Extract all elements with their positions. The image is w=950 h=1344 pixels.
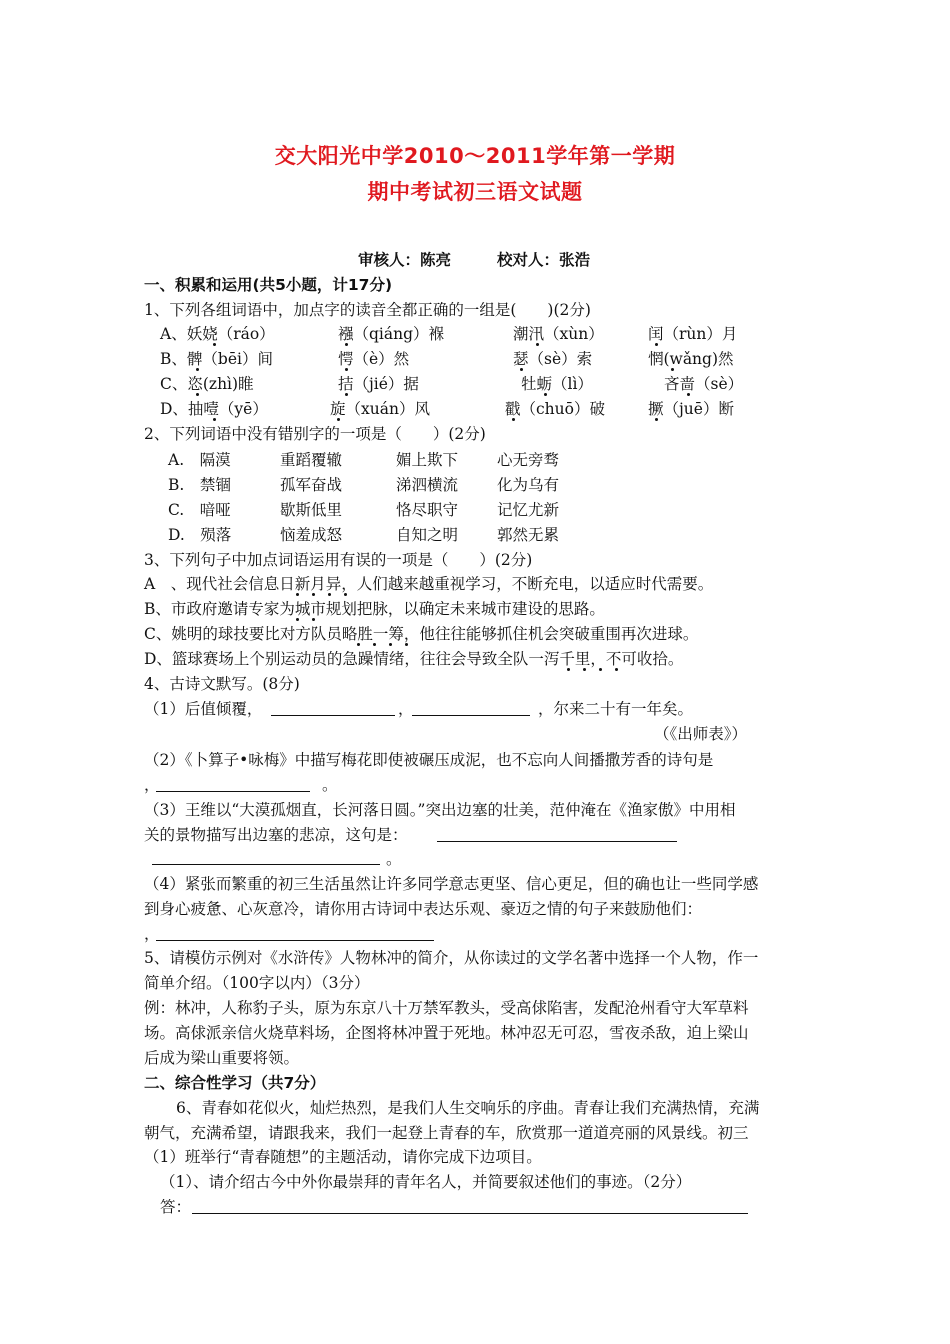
emphasis-dot	[389, 643, 392, 646]
emphasis-dot	[567, 668, 570, 671]
q4-p2-comma: ，	[144, 776, 160, 794]
q5-example-line1: 例：林冲，人称豹子头，原为东京八十万禁军教头，受高俅陷害，发配沧州看守大军草料	[144, 999, 749, 1017]
emphasis-dot	[405, 643, 408, 646]
emphasis-dot	[512, 418, 515, 421]
q1-a-2: 襁（qiáng）褓	[338, 325, 445, 343]
q4-p3-line2: 关的景物描写出边塞的悲凉，这句是：	[144, 826, 408, 844]
answer-blank[interactable]	[156, 940, 434, 941]
q1-a-3: 潮汛（xùn）	[513, 325, 604, 343]
q2-a-2: 重蹈覆辙	[280, 451, 343, 469]
emphasis-dot	[373, 643, 376, 646]
emphasis-dot	[583, 668, 586, 671]
q3-option-b: B、市政府邀请专家为城市规划把脉，以确定未来城市建设的思路。	[144, 600, 605, 618]
q6-line3: （1）班举行“青春随想”的主题活动，请你完成下边项目。	[144, 1148, 542, 1166]
q1-b-1: B、髀（bēi）间	[160, 350, 273, 368]
q6-answer-label: 答：	[160, 1198, 192, 1216]
q2-d-4: 郭然无累	[497, 526, 560, 544]
q6-line1: 6、青春如花似火，灿烂热烈，是我们人生交响乐的序曲。青春让我们充满热情，充满	[176, 1099, 760, 1117]
q2-a-3: 媚上欺下	[396, 451, 459, 469]
q3-stem: 3、下列句子中加点词语运用有误的一项是（ ）(2分)	[144, 551, 533, 569]
emphasis-dot	[296, 618, 299, 621]
emphasis-dot	[687, 393, 690, 396]
q1-d-3: 戳（chuō）破	[505, 400, 605, 418]
emphasis-dot	[520, 368, 523, 371]
q2-c-4: 记忆尤新	[497, 501, 560, 519]
q1-d-2: 旋（xuán）风	[330, 400, 430, 418]
q1-a-4: 闰（rùn）月	[648, 325, 738, 343]
q1-c-1: C、恣(zhì)睢	[160, 375, 254, 393]
q1-c-3: 牡蛎（lì）	[521, 375, 593, 393]
emphasis-dot	[312, 618, 315, 621]
q2-c-3: 恪尽职守	[396, 501, 459, 519]
q5-example-line2: 场。高俅派亲信火烧草料场，企图将林冲置于死地。林冲忍无可忍，雪夜杀敌，迫上梁山	[144, 1024, 749, 1042]
emphasis-dot	[312, 593, 315, 596]
section2-heading: 二、综合性学习（共7分）	[144, 1074, 326, 1092]
q2-a-1: A. 隔漠	[168, 451, 231, 469]
emphasis-dot	[345, 343, 348, 346]
q3-option-d: D、篮球赛场上个别运动员的急躁情绪，往往会导致全队一泻千里，不可收拾。	[144, 650, 684, 668]
q4-p1-start: （1）后值倾覆，	[144, 700, 263, 718]
q4-p1-comma: ，	[398, 700, 414, 718]
q2-a-4: 心无旁骛	[497, 451, 560, 469]
emphasis-dot	[544, 393, 547, 396]
emphasis-dot	[655, 343, 658, 346]
section1-heading: 一、积累和运用(共5小题，计17分)	[144, 276, 393, 294]
q4-p4-line2: 到身心疲惫、心灰意冷，请你用古诗词中表达乐观、豪迈之情的句子来鼓励他们：	[144, 900, 703, 918]
q1-b-3: 瑟（sè）索	[513, 350, 593, 368]
q1-d-4: 撅（juē）断	[648, 400, 734, 418]
answer-blank[interactable]	[152, 864, 380, 865]
answer-blank[interactable]	[192, 1213, 748, 1214]
q5-line2: 简单介绍。（100字以内）（3分）	[144, 974, 370, 992]
emphasis-dot	[213, 343, 216, 346]
answer-blank[interactable]	[156, 791, 310, 792]
emphasis-dot	[671, 368, 674, 371]
q2-c-2: 歇斯低里	[280, 501, 343, 519]
q1-b-4: 惘(wǎng)然	[648, 350, 734, 368]
q2-d-3: 自知之明	[396, 526, 459, 544]
q3-option-c: C、姚明的球技要比对方队员略胜一筹，他往往能够抓住机会突破重围再次进球。	[144, 625, 699, 643]
q1-c-4: 吝啬（sè）	[664, 375, 744, 393]
proofreader: 校对人：张浩	[497, 251, 591, 269]
q4-p3-line1: （3）王维以“大漠孤烟直，长河落日圆。”突出边塞的壮美，范仲淹在《渔家傲》中用相	[144, 801, 736, 819]
emphasis-dot	[328, 593, 331, 596]
emphasis-dot	[345, 393, 348, 396]
q4-p1-end: ，尔来二十有一年矣。	[538, 700, 694, 718]
emphasis-dot	[196, 393, 199, 396]
q4-p2: （2）《卜算子•咏梅》中描写梅花即使被碾压成泥，也不忘向人间播撒芳香的诗句是	[144, 751, 714, 769]
q2-c-1: C. 喑哑	[168, 501, 231, 519]
emphasis-dot	[213, 418, 216, 421]
emphasis-dot	[296, 593, 299, 596]
q2-d-1: D. 殒落	[168, 526, 232, 544]
emphasis-dot	[536, 343, 539, 346]
exam-title-line1: 交大阳光中学2010～2011学年第一学期	[274, 144, 676, 168]
q4-p4-comma: ，	[144, 925, 160, 943]
answer-blank[interactable]	[437, 841, 677, 842]
answer-blank[interactable]	[271, 715, 395, 716]
q2-b-1: B. 禁锢	[168, 476, 231, 494]
q3-option-a: A 、现代社会信息日新月异，人们越来越重视学习，不断充电，以适应时代需要。	[144, 575, 714, 593]
q4-stem: 4、古诗文默写。(8分)	[144, 675, 300, 693]
q1-a-1: A、妖娆（ráo）	[160, 325, 275, 343]
q6-line2: 朝气，充满希望，请跟我来，我们一起登上青春的车，欣赏那一道道亮丽的风景线。初三	[144, 1124, 749, 1142]
q4-p2-end: 。	[322, 776, 338, 794]
q2-stem: 2、下列词语中没有错别字的一项是（ ）(2分)	[144, 425, 486, 443]
q4-p1-source: （《出师表》）	[654, 725, 748, 743]
q6-sub1: （1）、请介绍古今中外你最崇拜的青年名人，并简要叙述他们的事迹。（2分）	[160, 1173, 692, 1191]
q5-example-line3: 后成为梁山重要将领。	[144, 1049, 300, 1067]
emphasis-dot	[615, 668, 618, 671]
q1-c-2: 拮（jié）据	[338, 375, 419, 393]
q5-line1: 5、请模仿示例对《水浒传》人物林冲的简介，从你读过的文学名著中选择一个人物，作一	[144, 949, 759, 967]
emphasis-dot	[337, 418, 340, 421]
q2-b-3: 涕泗横流	[396, 476, 459, 494]
exam-title-line2: 期中考试初三语文试题	[367, 180, 583, 204]
emphasis-dot	[345, 368, 348, 371]
q4-p4-line1: （4）紧张而繁重的初三生活虽然让许多同学意志更坚、信心更足，但的确也让一些同学感	[144, 875, 759, 893]
emphasis-dot	[196, 368, 199, 371]
q2-b-2: 孤军奋战	[280, 476, 343, 494]
q1-d-1: D、抽噎（yē）	[160, 400, 268, 418]
q1-stem: 1、下列各组词语中，加点字的读音全都正确的一组是( )(2分)	[144, 301, 591, 319]
emphasis-dot	[344, 593, 347, 596]
emphasis-dot	[655, 418, 658, 421]
reviewer: 审核人：陈亮	[358, 251, 452, 269]
q2-b-4: 化为乌有	[497, 476, 560, 494]
q2-d-2: 恼羞成怒	[280, 526, 343, 544]
q4-p3-end: 。	[386, 850, 402, 868]
emphasis-dot	[357, 643, 360, 646]
q1-b-2: 愕（è）然	[338, 350, 410, 368]
answer-blank[interactable]	[412, 715, 530, 716]
emphasis-dot	[599, 668, 602, 671]
